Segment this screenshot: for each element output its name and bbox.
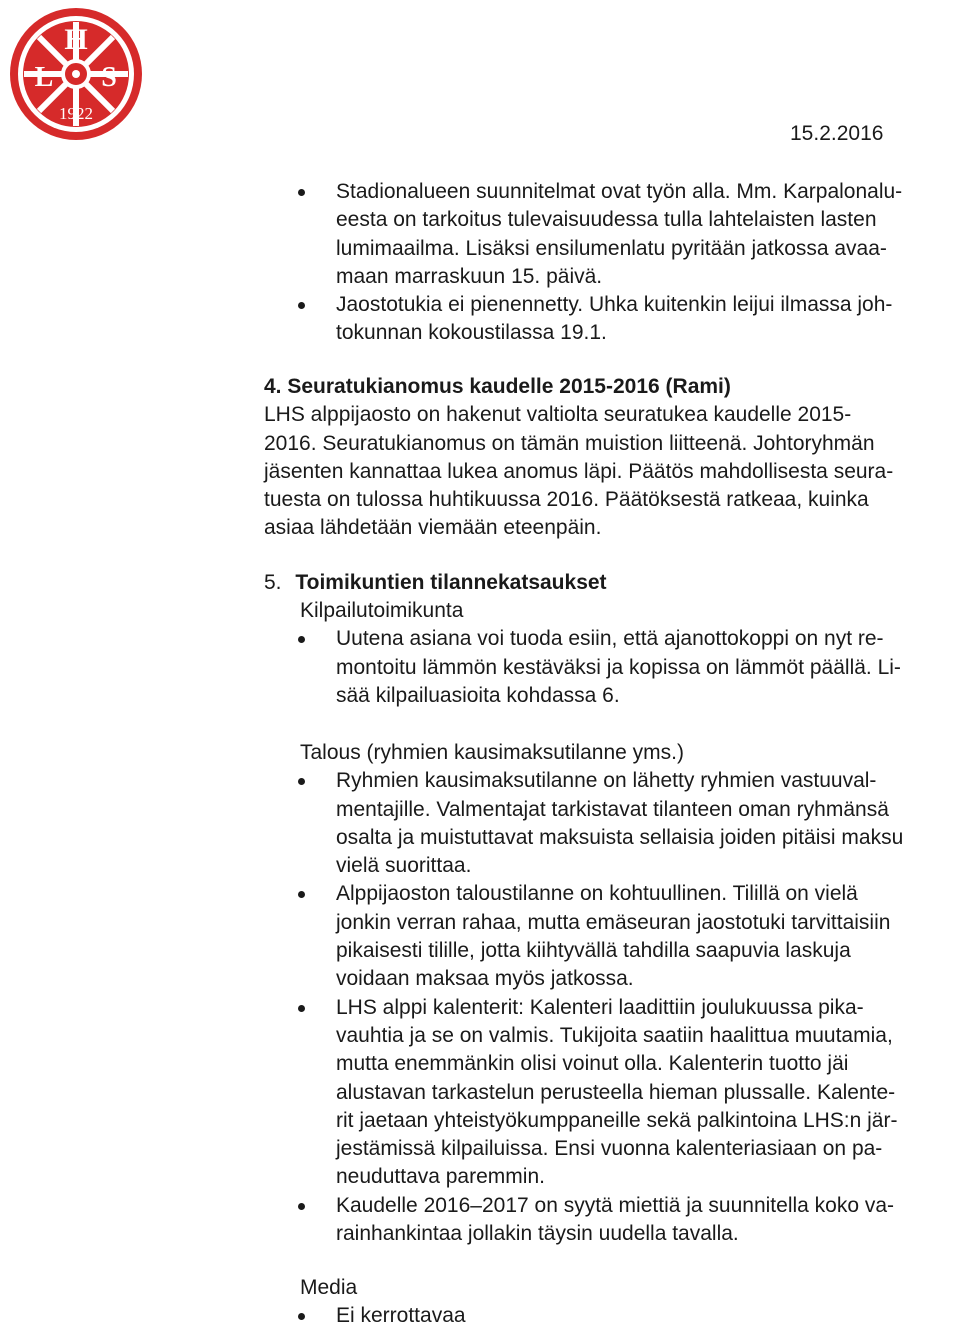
section-heading: 4. Seuratukianomus kaudelle 2015-2016 (Rami) xyxy=(264,375,731,398)
section-heading: Toimikuntien tilannekatsaukset xyxy=(295,571,607,594)
subsection-media xyxy=(300,1274,940,1331)
section-4: 4. Seuratukianomus kaudelle 2015-2016 (Rami) LHS alppijaosto on hakenut valtiolta seuratukea kaudelle 2015- 2016. Seuratukianomus on tämän muistion liitteenä. Johtoryhmän jäsenten kannattaa lukea anomus läpi. Päätös mahdollisesta seura- tuesta on tulossa huhtikuussa 2016. Päätöksestä ratkeaa, kuinka asiaa lähdetään viemään eteenpäin. xyxy=(264,373,944,543)
subsection-title: Media xyxy=(300,1276,358,1299)
svg-text:H: H xyxy=(64,23,88,56)
club-logo xyxy=(6,4,146,144)
list-item: Uutena asiana voi tuoda esiin, että ajanottokoppi on nyt re- montoitu lämmön kestäväksi ja kopissa on lämmöt päällä. Li- sää kilpailuasioita kohdassa 6. xyxy=(336,627,901,707)
subsection-kilpailu xyxy=(300,597,940,710)
intro-bullet-list xyxy=(336,178,936,348)
list-item: LHS alppi kalenterit: Kalenteri laadittiin joulukuussa pika- vauhtia ja se on valmis. Tukijoita saatiin haalittua muutamia, mutta enemmänkin olisi voinut olla. Kalenterin tuotto jäi alustavan tarkastelun perusteella hieman plussalle. Kalente- rit jaetaan yhteistyökumppaneille sekä palkintoina LHS:n jär- jestämissä kilpailuissa. Ensi vuonna kalenteriasiaan on pa- neuduttava paremmin. xyxy=(336,995,898,1189)
svg-text:L: L xyxy=(34,62,54,93)
list-item: Kaudelle 2016–2017 on syytä miettiä ja suunnitella koko va- rainhankintaa jollakin täysin uudella tavalla. xyxy=(336,1193,895,1246)
document-date: 15.2.2016 xyxy=(790,122,884,145)
list-item: Ei kerrottavaa xyxy=(336,1304,466,1328)
list-item: Jaostotukia ei pienennetty. Uhka kuitenkin leijui ilmassa joh- tokunnan kokoustilassa 19.1. xyxy=(336,293,893,345)
list-item: Ryhmien kausimaksutilanne on lähetty ryhmien vastuuval- mentajille. Valmentajat tarkistavat tilanteen oman ryhmänsä osalta ja muistuttavat maksuista sellaisia joiden pitäisi maksu vielä suorittaa. xyxy=(336,769,904,878)
svg-text:S: S xyxy=(101,62,117,93)
section-number: 5. xyxy=(264,571,282,594)
section-5-heading xyxy=(264,569,944,597)
list-item: Alppijaoston taloustilanne on kohtuullinen. Tilillä on vielä jonkin verran rahaa, mutta emäseuran jaostotuki tarvittaisiin pikaisesti tilille, jotta kiihtyvällä tahdilla saapuvia laskuja voidaan maksaa myös jatkossa. xyxy=(336,882,891,991)
svg-text:1922: 1922 xyxy=(59,104,93,123)
list-item: Stadionalueen suunnitelmat ovat työn alla. Mm. Karpalonalu- eesta on tarkoitus tulevaisuudessa tulla lahtelaisten lasten lumimaailma. Lisäksi ensilumenlatu pyritään jatkossa avaa- maan marraskuun 15. päivä. xyxy=(336,180,903,288)
subsection-title: Kilpailutoimikunta xyxy=(300,599,464,622)
subsection-title: Talous (ryhmien kausimaksutilanne yms.) xyxy=(300,741,684,764)
subsection-talous xyxy=(300,739,960,1248)
